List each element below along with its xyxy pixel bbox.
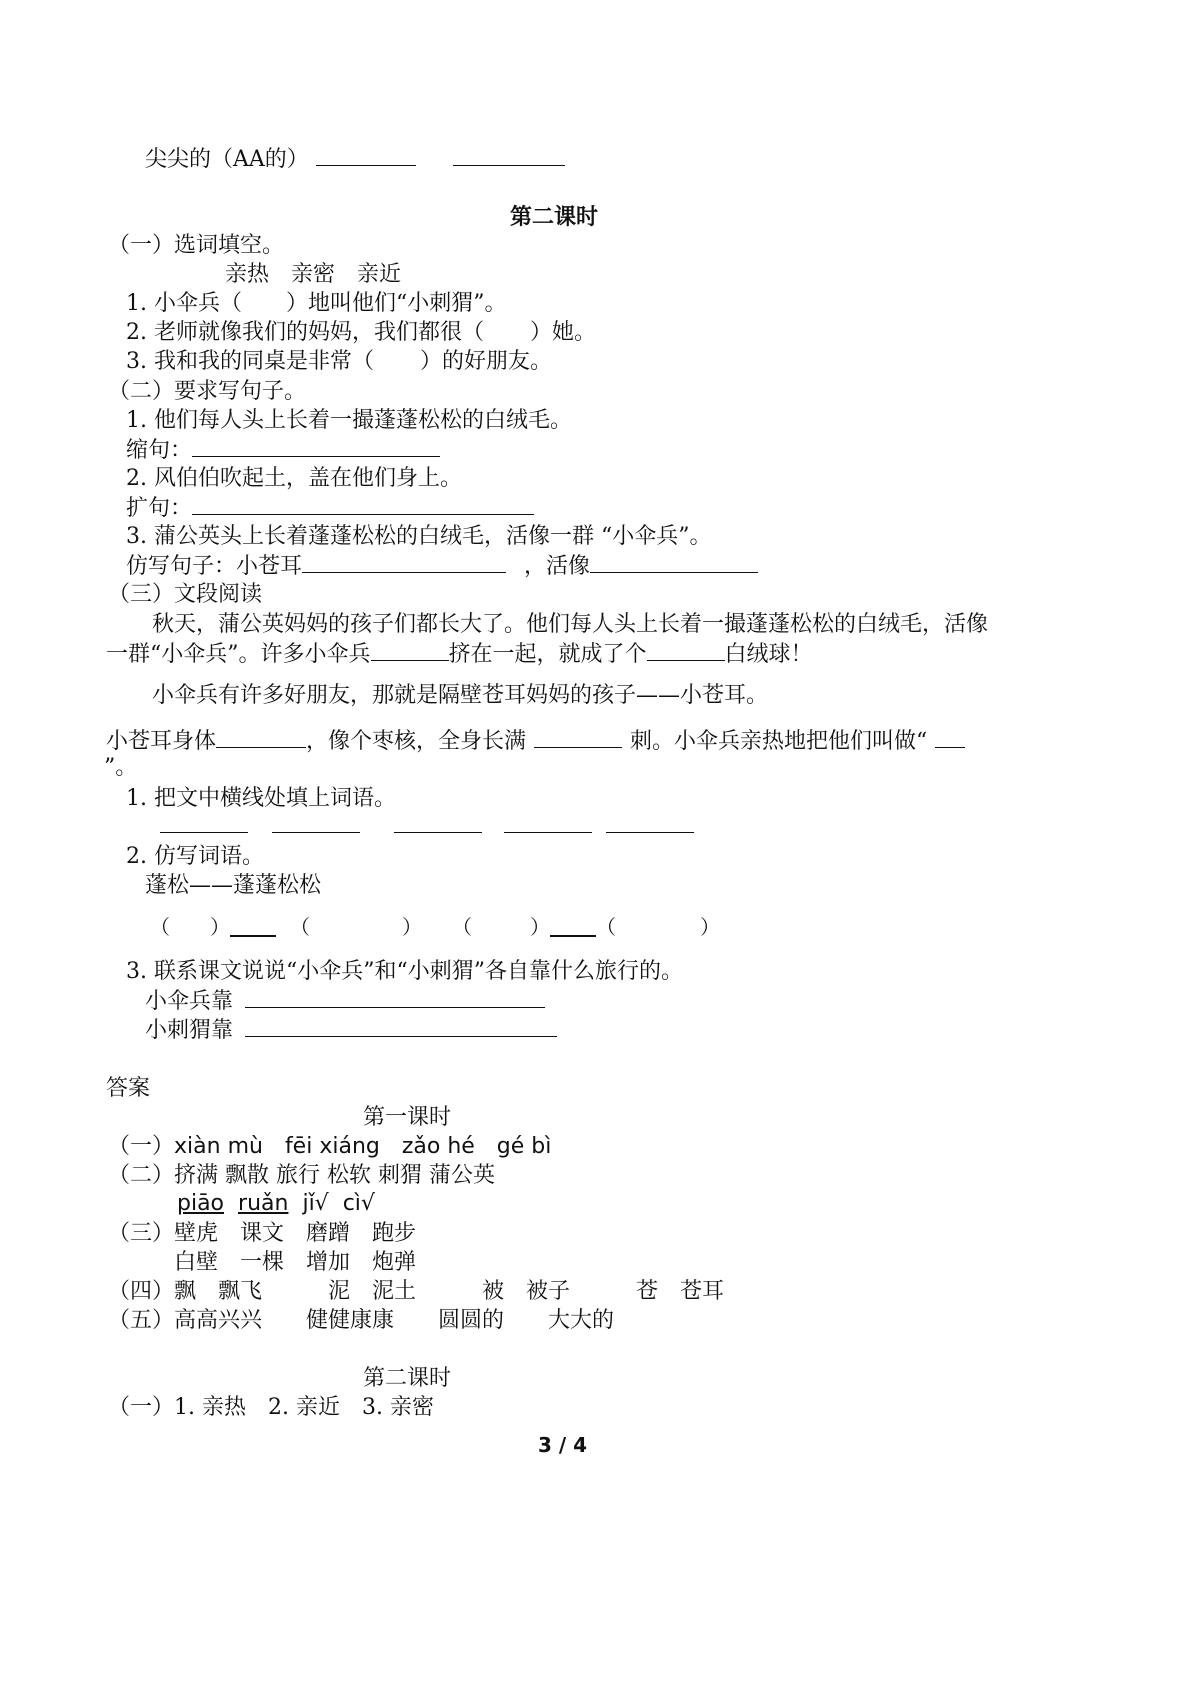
blank <box>534 727 622 748</box>
blank <box>606 812 694 833</box>
reading-q1: 1. 把文中横线处填上词语。 <box>126 786 396 811</box>
blank <box>935 727 965 748</box>
blank <box>245 987 545 1008</box>
answer-2-pinyin: piāo ruǎn jǐ√ cì√ <box>177 1191 375 1216</box>
sentence-2: 2. 风伯伯吹起土，盖在他们身上。 <box>126 466 462 491</box>
passage-para-3-end: ”。 <box>104 755 138 780</box>
answer-b1: （一）1. 亲热 2. 亲近 3. 亲密 <box>108 1395 434 1420</box>
blank <box>453 145 565 166</box>
reading-q3: 3. 联系课文说说“小伞兵”和“小刺猬”各自靠什么旅行的。 <box>126 959 683 984</box>
sentence-3: 3. 蒲公英头上长着蓬蓬松松的白绒毛，活像一群 “小伞兵”。 <box>126 524 712 549</box>
page-number: 3 / 4 <box>538 1433 588 1457</box>
blank <box>272 812 360 833</box>
passage-line-1: 秋天，蒲公英妈妈的孩子们都长大了。他们每人头上长着一撮蓬蓬松松的白绒毛，活像 <box>152 612 989 637</box>
q1-blanks <box>160 812 694 841</box>
blank <box>245 1016 557 1037</box>
blank <box>590 552 758 573</box>
section2-heading: （二）要求写句子。 <box>108 379 307 404</box>
question-1: 1. 小伞兵（ ）地叫他们“小刺猬”。 <box>126 291 507 316</box>
aa-line <box>145 145 565 174</box>
blank <box>394 812 482 833</box>
passage-para-2: 小伞兵有许多好朋友，那就是隔壁苍耳妈妈的孩子——小苍耳。 <box>152 683 769 708</box>
blank <box>192 436 440 457</box>
answer-1: （一）xiàn mù fēi xiáng zǎo hé gé bì <box>108 1134 552 1159</box>
answers-heading: 答案 <box>106 1076 151 1101</box>
answer-2: （二）挤满 飘散 旅行 松软 刺猬 蒲公英 <box>108 1163 495 1188</box>
answers-lesson1-title: 第一课时 <box>363 1105 452 1130</box>
passage-line-2: 一群“小伞兵”。许多小伞兵 挤在一起，就成了个 白绒球！ <box>106 642 813 667</box>
blank <box>160 812 248 833</box>
lesson2-title: 第二课时 <box>510 204 599 230</box>
section3-heading: （三）文段阅读 <box>108 582 263 607</box>
reading-q2: 2. 仿写词语。 <box>126 844 264 869</box>
q2-blanks: （ ） （ ） （ ） （ ） <box>150 915 720 939</box>
blank <box>316 145 416 166</box>
shorten-line: 缩句： <box>126 436 440 465</box>
answer-3: （三）壁虎 课文 磨蹭 跑步 <box>108 1221 417 1246</box>
sentence-1: 1. 他们每人头上长着一撮蓬蓬松松的白绒毛。 <box>126 408 572 433</box>
blank <box>647 640 725 661</box>
passage-para-3: 小苍耳身体 ，像个枣核，全身长满 刺。小伞兵亲热地把他们叫做“ <box>106 727 965 756</box>
answer-5: （五）高高兴兴 健健康康 圆圆的 大大的 <box>108 1308 615 1333</box>
blank <box>192 494 534 515</box>
blank <box>216 727 306 748</box>
blank <box>371 640 449 661</box>
expand-line: 扩句： <box>126 494 534 523</box>
answer-4: （四）飘 飘飞 泥 泥土 被 被子 苍 苍耳 <box>108 1279 725 1304</box>
imitate-line: 仿写句子：小苍耳 ，活像 <box>126 552 758 581</box>
section1-heading: （一）选词填空。 <box>108 233 285 258</box>
word-choices: 亲热 亲密 亲近 <box>225 262 402 287</box>
question-3: 3. 我和我的同桌是非常（ ）的好朋友。 <box>126 349 552 374</box>
answer-3-row2: 白壁 一棵 增加 炮弹 <box>174 1250 417 1275</box>
q3-line-a: 小伞兵靠 <box>145 987 545 1016</box>
q2-example: 蓬松——蓬蓬松松 <box>145 873 322 898</box>
blank <box>302 552 506 573</box>
aa-prompt: 尖尖的（AA的） <box>145 147 309 172</box>
question-2: 2. 老师就像我们的妈妈，我们都很（ ）她。 <box>126 320 597 345</box>
answers-lesson2-title: 第二课时 <box>363 1366 452 1391</box>
blank <box>504 812 592 833</box>
q3-line-b: 小刺猬靠 <box>145 1016 557 1045</box>
